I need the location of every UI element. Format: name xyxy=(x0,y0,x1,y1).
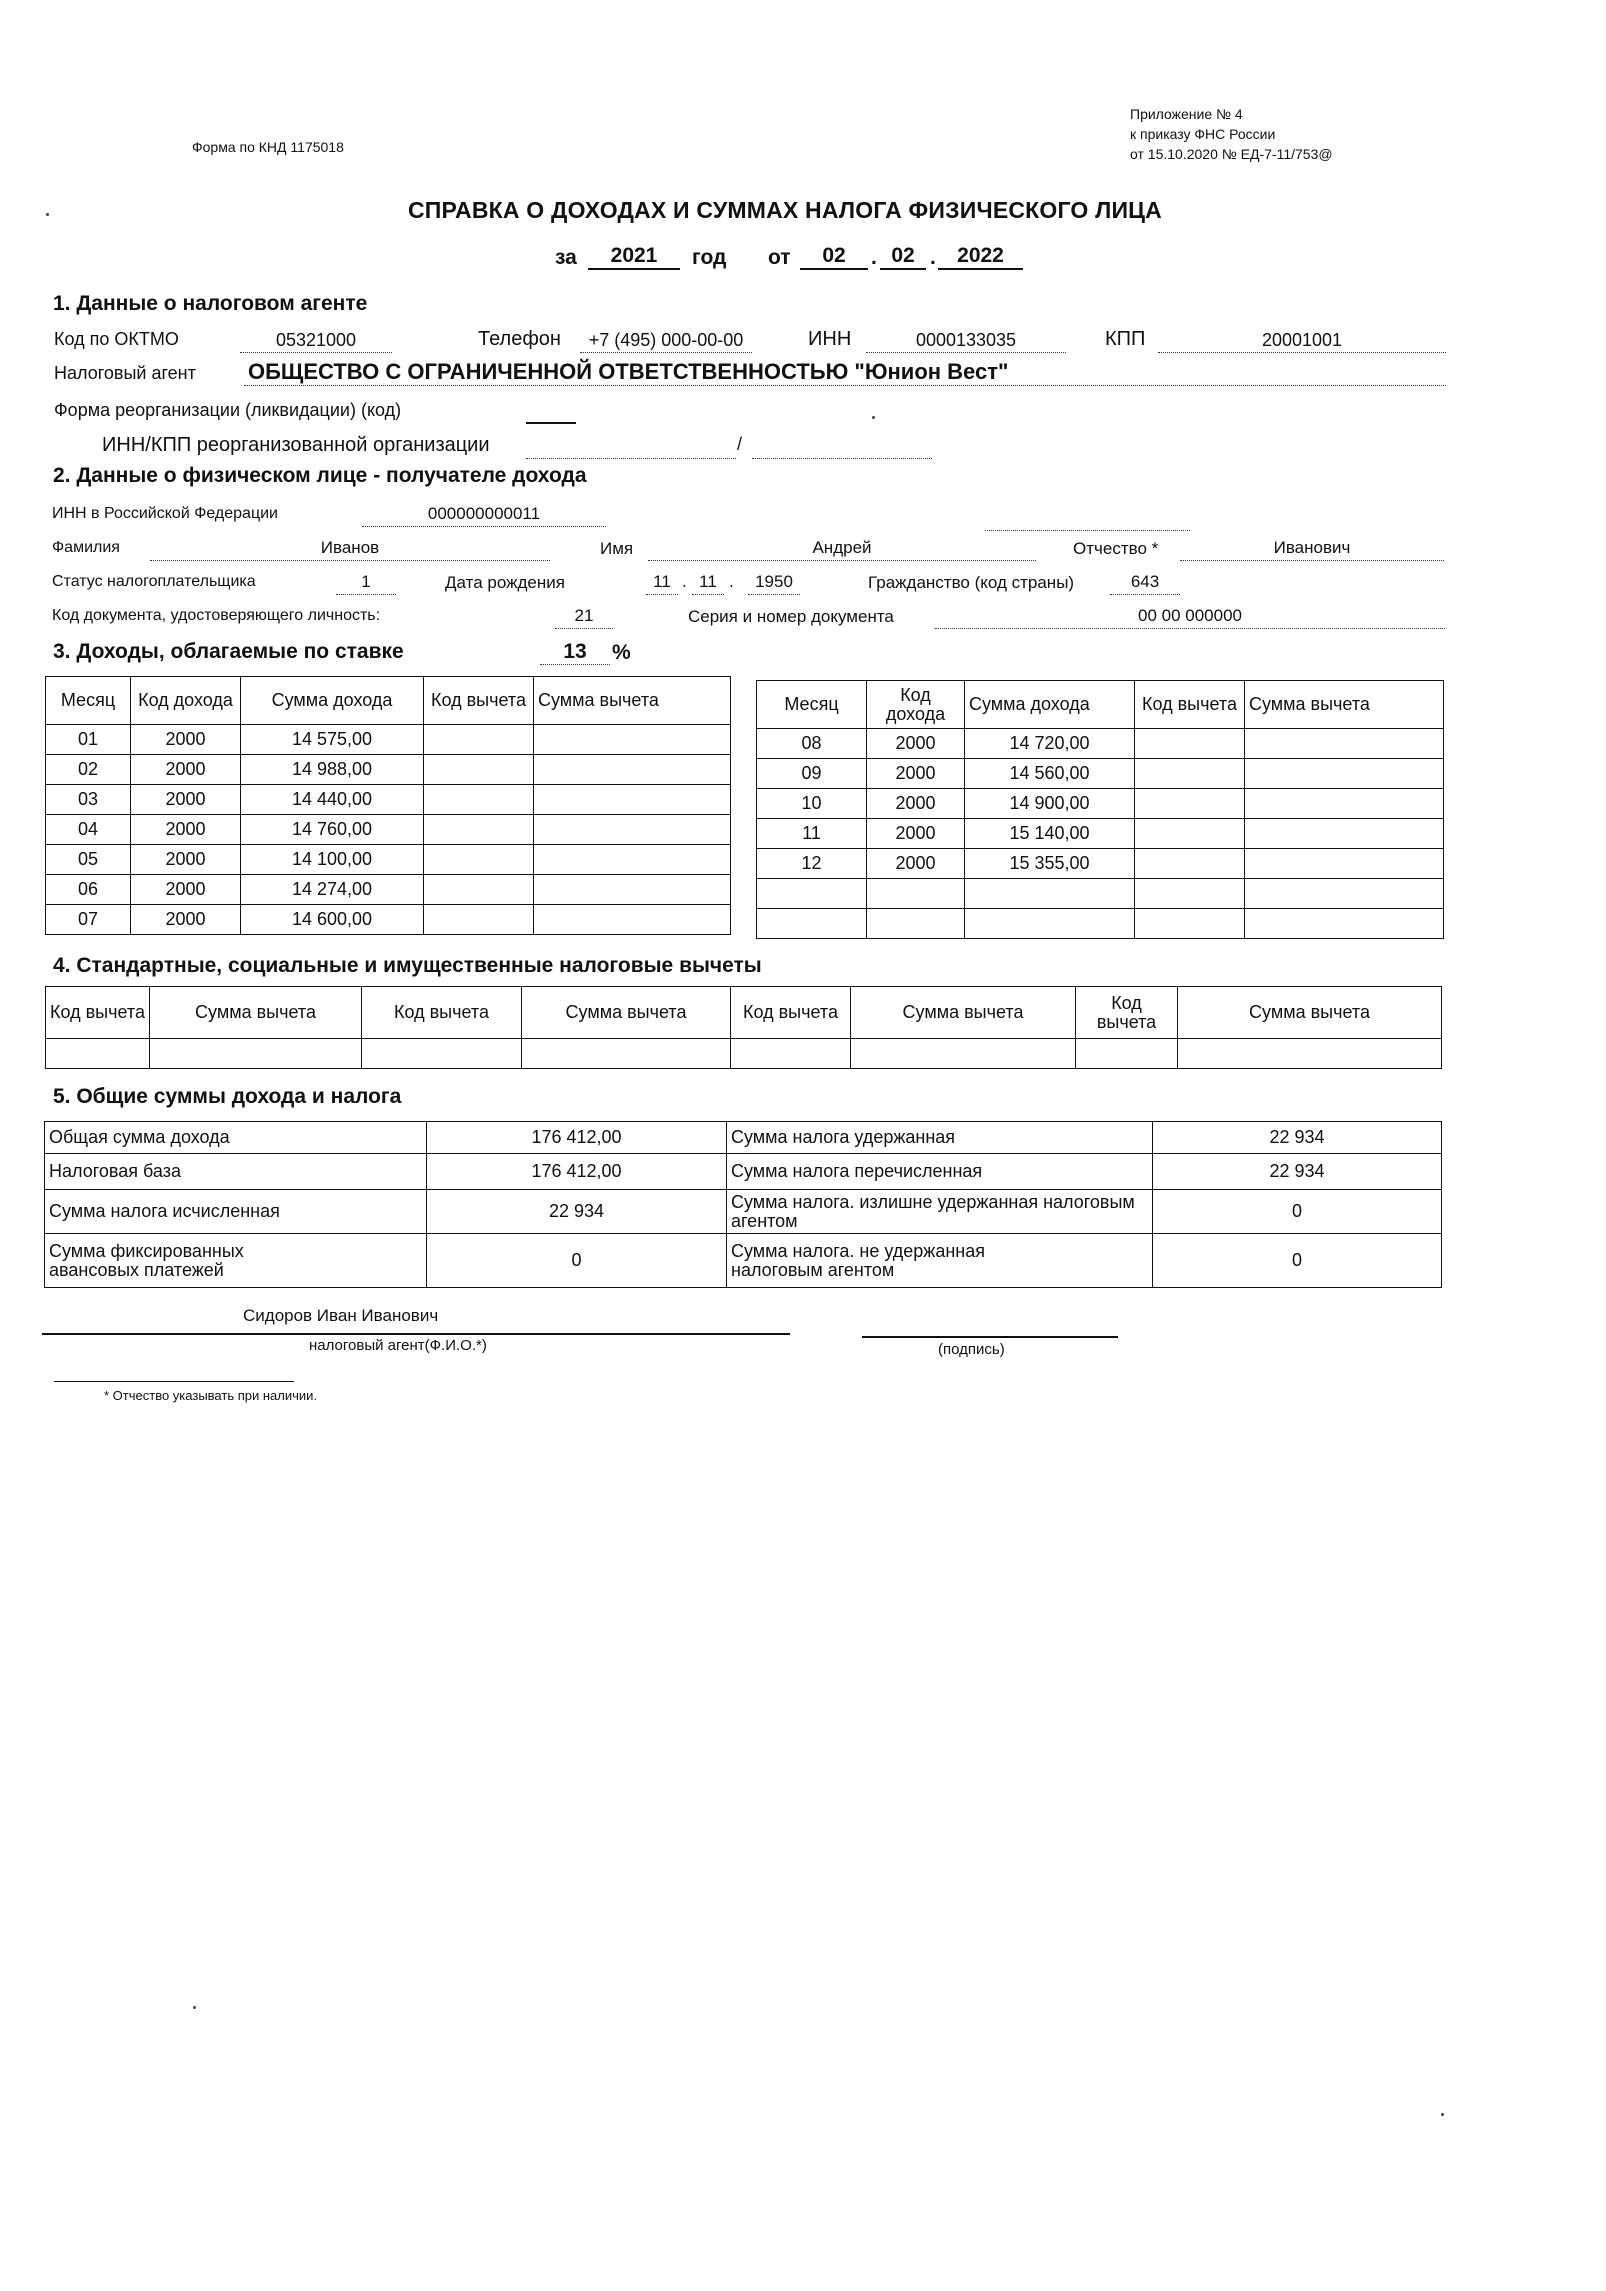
deduction-amount-cell[interactable] xyxy=(534,905,731,935)
deduction-code-cell[interactable] xyxy=(1076,1039,1178,1069)
citizenship-field[interactable]: 643 xyxy=(1110,570,1180,595)
month-cell[interactable] xyxy=(757,879,867,909)
citizenship-label: Гражданство (код страны) xyxy=(868,573,1075,592)
month-cell: 11 xyxy=(757,819,867,849)
col-deduction-amount: Сумма вычета xyxy=(1178,987,1442,1039)
document-title: СПРАВКА О ДОХОДАХ И СУММАХ НАЛОГА ФИЗИЧЕСКОГО ЛИЦА xyxy=(407,197,1162,223)
income-code-cell: 2000 xyxy=(131,755,241,785)
birth-day-field[interactable]: 11 xyxy=(646,570,678,595)
col-income-amount: Сумма дохода xyxy=(241,677,424,725)
appendix-line-2: к приказу ФНС России xyxy=(1130,126,1276,142)
income-table-left xyxy=(45,676,731,935)
tax-not-withheld-value: 0 xyxy=(1153,1234,1442,1288)
signature-caption: (подпись) xyxy=(938,1341,1005,1358)
month-cell: 10 xyxy=(757,789,867,819)
table-row xyxy=(46,845,731,875)
income-code-cell[interactable] xyxy=(867,879,965,909)
deduction-code-cell[interactable] xyxy=(424,815,534,845)
deduction-amount-cell[interactable] xyxy=(1245,759,1444,789)
phone-label: Телефон xyxy=(478,328,561,350)
id-doc-code-field[interactable]: 21 xyxy=(555,604,613,629)
percent-sign: % xyxy=(612,641,631,664)
table-row xyxy=(46,785,731,815)
doc-number-field[interactable]: 00 00 000000 xyxy=(935,604,1445,629)
col-deduction-amount: Сумма вычета xyxy=(534,677,731,725)
deduction-code-cell[interactable] xyxy=(424,845,534,875)
patronymic-label: Отчество * xyxy=(1073,539,1159,558)
deduction-code-cell[interactable] xyxy=(362,1039,522,1069)
income-amount-cell: 15 355,00 xyxy=(965,849,1135,879)
month-cell: 07 xyxy=(46,905,131,935)
tax-not-withheld-label: Сумма налога. не удержанная налоговым агентом xyxy=(727,1234,1153,1288)
table-header-row xyxy=(46,987,1442,1039)
deduction-amount-cell[interactable] xyxy=(522,1039,731,1069)
table-row xyxy=(46,905,731,935)
table-row xyxy=(757,879,1444,909)
reorg-form-label: Форма реорганизации (ликвидации) (код) xyxy=(54,400,402,420)
deduction-code-cell[interactable] xyxy=(424,905,534,935)
table-row xyxy=(757,789,1444,819)
deduction-code-cell[interactable] xyxy=(424,785,534,815)
footnote: * Отчество указывать при наличии. xyxy=(104,1388,318,1403)
income-code-cell: 2000 xyxy=(867,819,965,849)
date-separator: . xyxy=(729,572,734,591)
income-amount-cell: 14 988,00 xyxy=(241,755,424,785)
reorg-code-field[interactable] xyxy=(526,398,576,424)
income-amount-cell: 14 440,00 xyxy=(241,785,424,815)
form-code: Форма по КНД 1175018 xyxy=(192,139,344,155)
fixed-advance-label: Сумма фиксированных авансовых платежей xyxy=(45,1234,427,1288)
income-amount-cell: 14 100,00 xyxy=(241,845,424,875)
deduction-amount-cell[interactable] xyxy=(534,755,731,785)
deductions-table xyxy=(45,986,1442,1069)
extra-blank-field[interactable] xyxy=(985,508,1190,531)
table-row xyxy=(45,1190,1442,1234)
deduction-amount-cell[interactable] xyxy=(534,815,731,845)
tax-calculated-label: Сумма налога исчисленная xyxy=(45,1190,427,1234)
month-cell: 09 xyxy=(757,759,867,789)
kpp-label: КПП xyxy=(1105,328,1146,350)
date-day-field[interactable]: 02 xyxy=(800,244,868,270)
oktmo-field[interactable]: 05321000 xyxy=(240,328,392,353)
tax-base-label: Налоговая база xyxy=(45,1154,427,1190)
table-row xyxy=(46,875,731,905)
deduction-code-cell[interactable] xyxy=(424,725,534,755)
income-amount-cell: 14 600,00 xyxy=(241,905,424,935)
income-code-cell: 2000 xyxy=(131,785,241,815)
income-amount-cell[interactable] xyxy=(965,909,1135,939)
income-code-cell: 2000 xyxy=(131,845,241,875)
income-table-right xyxy=(756,680,1444,939)
month-cell: 05 xyxy=(46,845,131,875)
tax-rate-field[interactable]: 13 xyxy=(540,640,610,665)
col-deduction-code: Код вычета xyxy=(46,987,150,1039)
income-amount-cell: 14 560,00 xyxy=(965,759,1135,789)
table-row xyxy=(46,815,731,845)
income-code-cell[interactable] xyxy=(867,909,965,939)
totals-table xyxy=(44,1121,1442,1288)
slash: / xyxy=(737,434,743,454)
date-month-field[interactable]: 02 xyxy=(880,244,926,270)
deduction-code-cell[interactable] xyxy=(424,875,534,905)
total-income-label: Общая сумма дохода xyxy=(45,1122,427,1154)
col-deduction-amount: Сумма вычета xyxy=(1245,681,1444,729)
report-year-field[interactable]: 2021 xyxy=(588,244,680,270)
appendix-line-3: от 15.10.2020 № ЕД-7-11/753@ xyxy=(1130,146,1333,162)
table-row xyxy=(45,1154,1442,1190)
income-amount-cell: 14 720,00 xyxy=(965,729,1135,759)
first-name-field[interactable]: Андрей xyxy=(648,536,1036,561)
table-row xyxy=(45,1234,1442,1288)
deduction-code-cell[interactable] xyxy=(1135,849,1245,879)
table-row xyxy=(757,759,1444,789)
doc-number-label: Серия и номер документа xyxy=(688,607,894,626)
recipient-inn-field[interactable]: 000000000011 xyxy=(362,502,606,527)
col-deduction-code: Код вычета xyxy=(1076,987,1178,1039)
income-code-cell: 2000 xyxy=(131,875,241,905)
table-row xyxy=(45,1122,1442,1154)
col-month: Месяц xyxy=(757,681,867,729)
table-row xyxy=(757,729,1444,759)
income-code-cell: 2000 xyxy=(131,725,241,755)
deduction-amount-cell[interactable] xyxy=(1245,879,1444,909)
agent-signatory-name: Сидоров Иван Иванович xyxy=(243,1306,439,1325)
id-doc-code-label: Код документа, удостоверяющего личность: xyxy=(52,607,381,624)
reorg-inn-field[interactable] xyxy=(526,434,736,459)
col-deduction-amount: Сумма вычета xyxy=(522,987,731,1039)
tax-agent-label: Налоговый агент xyxy=(54,363,196,383)
income-amount-cell: 14 575,00 xyxy=(241,725,424,755)
section2-heading: 2. Данные о физическом лице - получателе дохода xyxy=(53,464,587,487)
deduction-code-cell[interactable] xyxy=(46,1039,150,1069)
income-code-cell: 2000 xyxy=(867,759,965,789)
table-row xyxy=(46,1039,1442,1069)
deduction-code-cell[interactable] xyxy=(1135,789,1245,819)
month-cell[interactable] xyxy=(757,909,867,939)
tax-base-value: 176 412,00 xyxy=(427,1154,727,1190)
section5-heading: 5. Общие суммы дохода и налога xyxy=(53,1085,402,1108)
agent-inn-label: ИНН xyxy=(808,328,852,350)
for-label: за xyxy=(555,246,577,269)
deduction-amount-cell[interactable] xyxy=(1245,849,1444,879)
appendix-line-1: Приложение № 4 xyxy=(1130,106,1243,122)
birth-year-field[interactable]: 1950 xyxy=(748,570,800,595)
date-from-label: от xyxy=(768,246,791,269)
tax-overwithheld-label: Сумма налога. излишне удержанная налоговым агентом xyxy=(727,1190,1153,1234)
oktmo-label: Код по ОКТМО xyxy=(54,329,179,349)
recipient-inn-label: ИНН в Российской Федерации xyxy=(52,505,278,522)
table-header-row xyxy=(46,677,731,725)
deduction-amount-cell[interactable] xyxy=(534,725,731,755)
footnote-divider xyxy=(54,1381,294,1382)
reorg-innkpp-label: ИНН/КПП реорганизованной организации xyxy=(102,434,490,456)
section4-heading: 4. Стандартные, социальные и имущественные налоговые вычеты xyxy=(53,954,762,977)
table-row xyxy=(46,755,731,785)
scan-speck xyxy=(1441,2113,1444,2116)
patronymic-field[interactable]: Иванович xyxy=(1180,536,1444,561)
birth-date-label: Дата рождения xyxy=(445,573,565,592)
income-amount-cell: 14 900,00 xyxy=(965,789,1135,819)
signatory-line xyxy=(42,1333,790,1335)
report-period xyxy=(0,240,1606,280)
income-code-cell: 2000 xyxy=(131,905,241,935)
col-income-amount: Сумма дохода xyxy=(965,681,1135,729)
table-row xyxy=(757,909,1444,939)
col-deduction-amount: Сумма вычета xyxy=(851,987,1076,1039)
date-separator: . xyxy=(682,572,687,591)
month-cell: 04 xyxy=(46,815,131,845)
deduction-amount-cell[interactable] xyxy=(1245,789,1444,819)
scan-speck xyxy=(46,213,49,216)
income-code-cell: 2000 xyxy=(867,789,965,819)
table-row xyxy=(46,725,731,755)
deduction-code-cell[interactable] xyxy=(731,1039,851,1069)
col-deduction-amount: Сумма вычета xyxy=(150,987,362,1039)
birth-month-field[interactable]: 11 xyxy=(692,570,724,595)
date-separator: . xyxy=(871,246,877,269)
tax-calculated-value: 22 934 xyxy=(427,1190,727,1234)
income-amount-cell[interactable] xyxy=(965,879,1135,909)
deduction-amount-cell[interactable] xyxy=(534,845,731,875)
table-header-row xyxy=(757,681,1444,729)
taxpayer-status-field[interactable]: 1 xyxy=(336,570,396,595)
kpp-field[interactable]: 20001001 xyxy=(1158,328,1446,353)
income-amount-cell: 15 140,00 xyxy=(965,819,1135,849)
deduction-code-cell[interactable] xyxy=(1135,759,1245,789)
total-income-value: 176 412,00 xyxy=(427,1122,727,1154)
col-income-code: Код дохода xyxy=(131,677,241,725)
income-amount-cell: 14 760,00 xyxy=(241,815,424,845)
surname-label: Фамилия xyxy=(52,539,120,556)
date-separator: . xyxy=(930,246,936,269)
income-code-cell: 2000 xyxy=(131,815,241,845)
deduction-amount-cell[interactable] xyxy=(1245,729,1444,759)
col-deduction-code: Код вычета xyxy=(424,677,534,725)
deduction-code-cell[interactable] xyxy=(1135,729,1245,759)
section1-heading: 1. Данные о налоговом агенте xyxy=(53,292,368,315)
date-year-field[interactable]: 2022 xyxy=(938,244,1023,270)
tax-withheld-value: 22 934 xyxy=(1153,1122,1442,1154)
month-cell: 02 xyxy=(46,755,131,785)
deduction-amount-cell[interactable] xyxy=(534,875,731,905)
agent-inn-field[interactable]: 0000133035 xyxy=(866,328,1066,353)
scan-speck xyxy=(872,416,875,419)
phone-field[interactable]: +7 (495) 000-00-00 xyxy=(580,328,752,353)
deduction-code-cell[interactable] xyxy=(1135,879,1245,909)
income-code-cell: 2000 xyxy=(867,849,965,879)
first-name-label: Имя xyxy=(600,539,634,558)
deduction-code-cell[interactable] xyxy=(1135,819,1245,849)
signatory-caption: налоговый агент(Ф.И.О.*) xyxy=(309,1337,487,1354)
tax-transferred-label: Сумма налога перечисленная xyxy=(727,1154,1153,1190)
surname-field[interactable]: Иванов xyxy=(150,536,550,561)
col-deduction-code: Код вычета xyxy=(362,987,522,1039)
income-amount-cell: 14 274,00 xyxy=(241,875,424,905)
deduction-amount-cell[interactable] xyxy=(1245,909,1444,939)
deduction-amount-cell[interactable] xyxy=(851,1039,1076,1069)
scan-speck xyxy=(193,2006,196,2009)
tax-agent-name-field[interactable]: ОБЩЕСТВО С ОГРАНИЧЕННОЙ ОТВЕТСТВЕННОСТЬЮ "Юнион Вест" xyxy=(244,358,1446,386)
month-cell: 12 xyxy=(757,849,867,879)
month-cell: 08 xyxy=(757,729,867,759)
month-cell: 01 xyxy=(46,725,131,755)
taxpayer-status-label: Статус налогоплательщика xyxy=(52,573,256,590)
table-row xyxy=(757,819,1444,849)
col-deduction-code: Код вычета xyxy=(1135,681,1245,729)
reorg-kpp-field[interactable] xyxy=(752,434,932,459)
appendix-note xyxy=(1130,104,1333,164)
signature-line[interactable] xyxy=(862,1336,1118,1338)
tax-overwithheld-value: 0 xyxy=(1153,1190,1442,1234)
month-cell: 06 xyxy=(46,875,131,905)
income-code-cell: 2000 xyxy=(867,729,965,759)
fixed-advance-value: 0 xyxy=(427,1234,727,1288)
table-row xyxy=(757,849,1444,879)
tax-transferred-value: 22 934 xyxy=(1153,1154,1442,1190)
col-month: Месяц xyxy=(46,677,131,725)
col-deduction-code: Код вычета xyxy=(731,987,851,1039)
month-cell: 03 xyxy=(46,785,131,815)
deduction-amount-cell[interactable] xyxy=(534,785,731,815)
deduction-code-cell[interactable] xyxy=(424,755,534,785)
deduction-amount-cell[interactable] xyxy=(1178,1039,1442,1069)
section3-heading: 3. Доходы, облагаемые по ставке xyxy=(53,640,404,663)
col-income-code: Код дохода xyxy=(867,681,965,729)
year-label: год xyxy=(692,246,727,269)
deduction-amount-cell[interactable] xyxy=(1245,819,1444,849)
deduction-code-cell[interactable] xyxy=(1135,909,1245,939)
tax-withheld-label: Сумма налога удержанная xyxy=(727,1122,1153,1154)
deduction-amount-cell[interactable] xyxy=(150,1039,362,1069)
